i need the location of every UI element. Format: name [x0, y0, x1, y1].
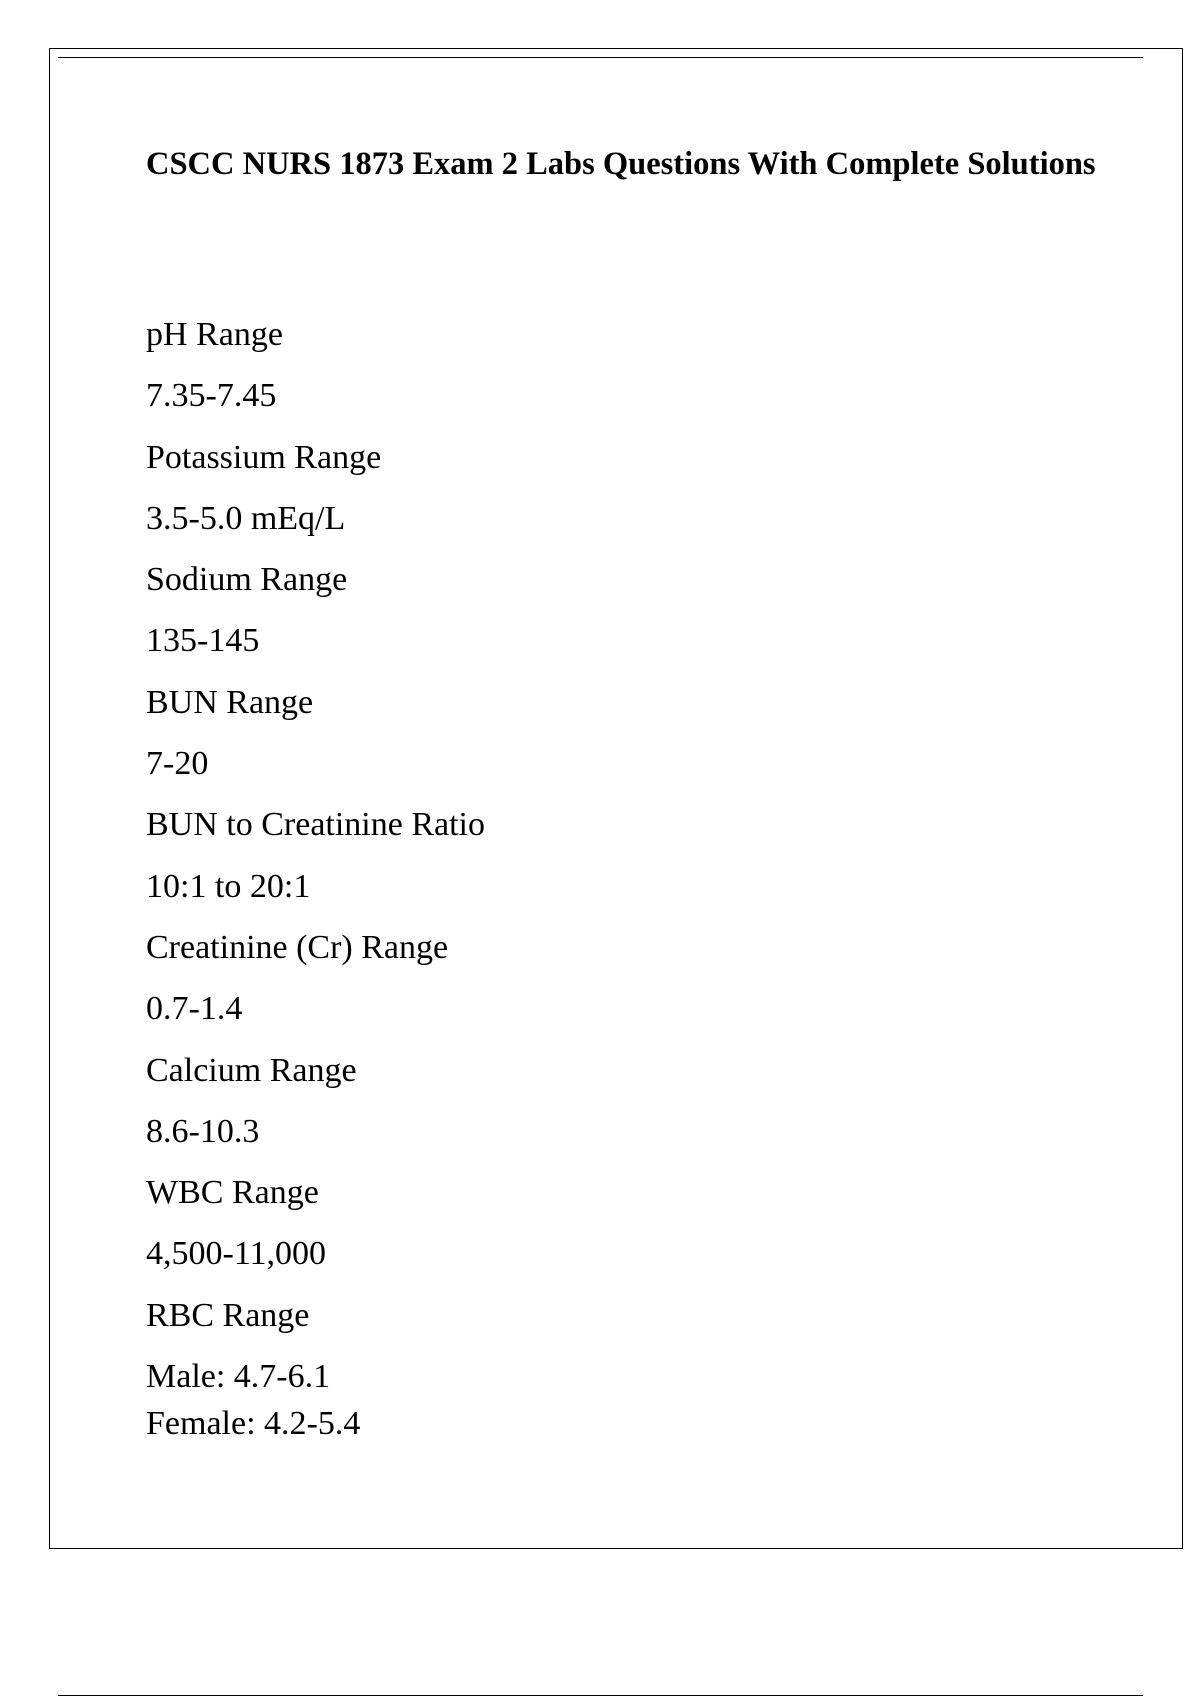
answer-text: 135-145	[146, 622, 260, 660]
question-text: Calcium Range	[146, 1051, 357, 1089]
list-item	[146, 924, 1046, 1032]
lab-ranges-list	[146, 311, 1046, 1447]
list-item	[146, 1047, 1046, 1155]
answer-text: 3.5-5.0 mEq/L	[146, 499, 346, 537]
question-text: BUN to Creatinine Ratio	[146, 806, 486, 844]
footer-rule	[58, 1695, 1143, 1696]
answer-text: Male: 4.7-6.1 Female: 4.2-5.4	[146, 1358, 361, 1443]
question-text: Potassium Range	[146, 438, 382, 476]
answer-text: 4,500-11,000	[146, 1235, 327, 1273]
list-item	[146, 434, 1046, 542]
question-text: pH Range	[146, 316, 283, 353]
list-item	[146, 556, 1046, 664]
list-item	[146, 679, 1046, 787]
list-item	[146, 1169, 1046, 1277]
question-text: Creatinine (Cr) Range	[146, 928, 449, 966]
question-text: BUN Range	[146, 683, 314, 721]
list-item	[146, 311, 1046, 419]
answer-text: 7.35-7.45	[146, 377, 277, 415]
answer-text: 10:1 to 20:1	[146, 867, 311, 905]
question-text: RBC Range	[146, 1296, 310, 1334]
question-text: WBC Range	[146, 1174, 319, 1212]
header-rule	[58, 57, 1143, 58]
document-title: CSCC NURS 1873 Exam 2 Labs Questions With Complete Solutions	[146, 146, 1096, 182]
list-item	[146, 801, 1046, 909]
list-item	[146, 1292, 1046, 1447]
answer-text: 8.6-10.3	[146, 1112, 260, 1150]
question-text: Sodium Range	[146, 561, 348, 599]
answer-text: 7-20	[146, 745, 209, 783]
answer-text: 0.7-1.4	[146, 990, 243, 1028]
